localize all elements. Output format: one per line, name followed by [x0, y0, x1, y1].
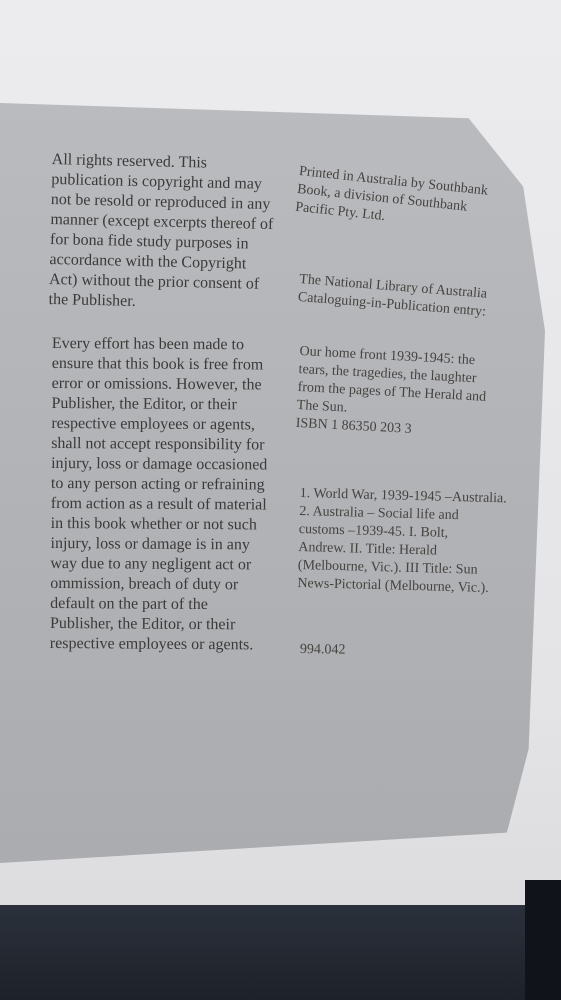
book-corner-shadow: [525, 880, 561, 1000]
rights-notice: All rights reserved. This publication is copyright and may not be resold or reproduced in any manner (except excerpts thereof of for bona fide study purposes in accordance with the Copyright Act) without the prior consent of the Publisher.: [48, 150, 274, 310]
dewey-number: 994.042: [299, 641, 346, 658]
title-entry: Our home front 1939-1945: the tears, the tragedies, the laughter from the pages of The Herald and The Sun. ISBN 1 86350 203 3: [295, 343, 487, 437]
left-text-column: [48, 150, 292, 654]
printer-info: Printed in Australia by Southbank Book, a division of Southbank Pacific Pty. Ltd.: [294, 163, 489, 225]
subject-entries: 1. World War, 1939-1945 –Australia. 2. Australia – Social life and customs –1939-45. I. Bolt, Andrew. II. Title: Herald (Melbourne, Vic.). III Title: Sun News-Pictorial (Melbourne, Vic.).: [297, 485, 507, 596]
book-edge-shadow: [0, 905, 561, 1000]
disclaimer: Every effort has been made to ensure that this book is free from error or omissions. However, the Publisher, the Editor, or their respective employees or agents, shall not accept responsibility for injury, loss or damage occasioned to any person acting or refraining from action as a result of material in this book whether or not such injury, loss or damage is in any way due to any negligent act or ommission, breach of duty or default on the part of the Publisher, the Editor, or their respective employees or agents.: [49, 334, 268, 654]
cip-heading: The National Library of Australia Cataloguing-in-Publication entry:: [297, 271, 488, 320]
